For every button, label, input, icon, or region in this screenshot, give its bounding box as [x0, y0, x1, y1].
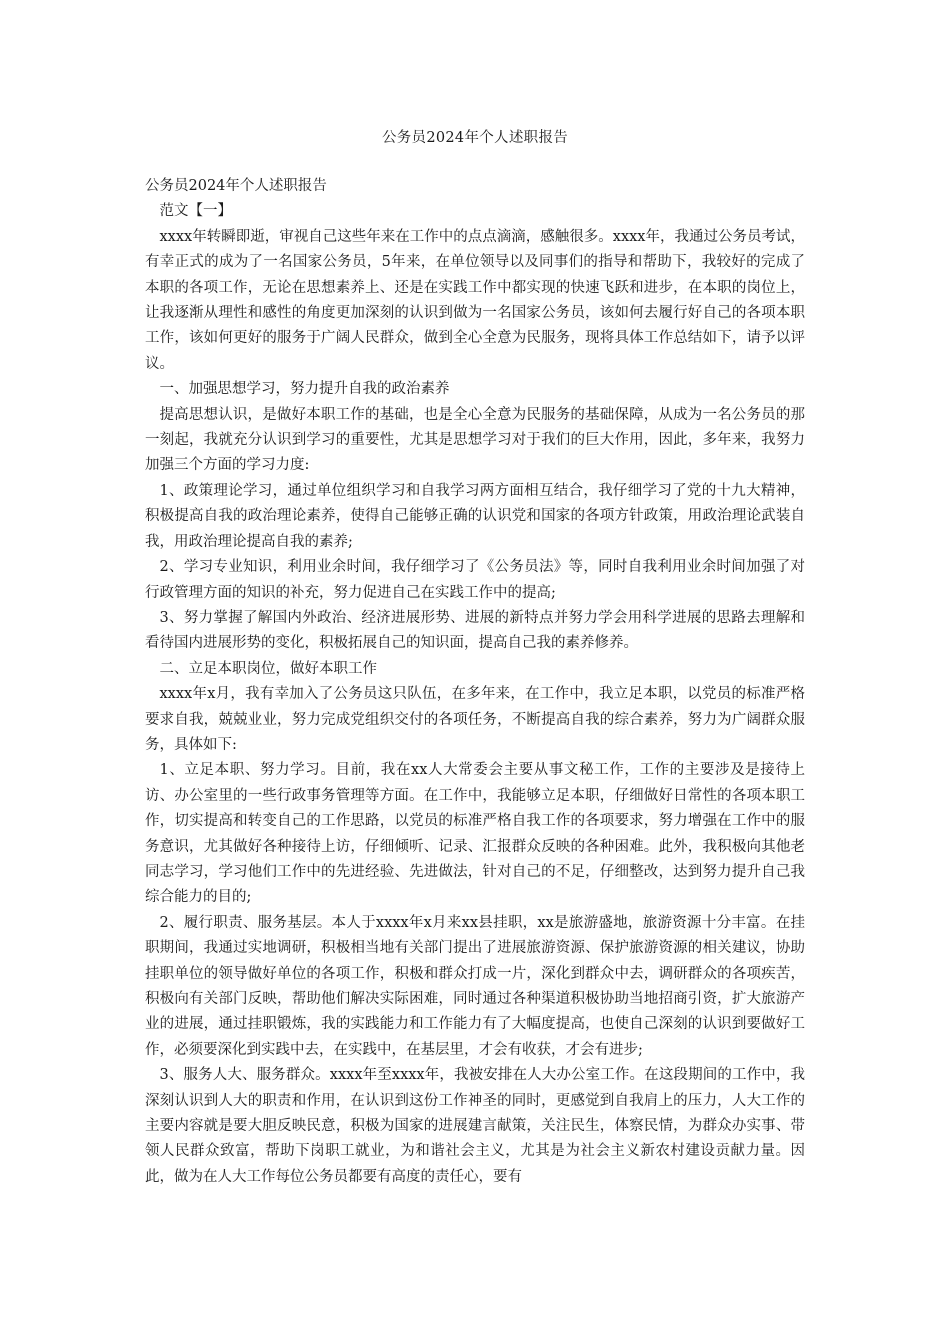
- section-heading-1: 一、加强思想学习，努力提升自我的政治素养: [159, 381, 450, 398]
- document-subtitle: 公务员2024年个人述职报告: [145, 178, 327, 194]
- paragraph-section-2-item-2: 2、履行职责、服务基层。本人于xxxx年x月来xx县挂职，xx是旅游盛地，旅游资源十分丰富。在挂职期间，我通过实地调研，积极相当地有关部门提出了进展旅游资源、保护旅游资源的相关建议，协助挂职单位的领导做好单位的各项工作，积极和群众打成一片，深化到群众中去，调研群众的各项疾苦，积极向有关部门反映，帮助他们解决实际困难，同时通过各种渠道积极协助当地招商引资，扩大旅游产业的进展，通过挂职锻炼，我的实践能力和工作能力有了大幅度提高，也使自己深刻的认识到要做好工作，必须要深化到实践中去，在实践中，在基层里，才会有收获，才会有进步;: [145, 914, 805, 1058]
- paragraph-section-2-item-3: 3、服务人大、服务群众。xxxx年至xxxx年，我被安排在人大办公室工作。在这段期间的工作中，我深刻认识到人大的职责和作用，在认识到这份工作神圣的同时，更感觉到自我肩上的压力，人大工作的主要内容就是要大胆反映民意，积极为国家的进展建言献策，关注民生，体察民情，为群众办实事、带领人民群众致富，帮助下岗职工就业，为和谐社会主义，尤其是为社会主义新农村建设贡献力量。因此，做为在人大工作每位公务员都要有高度的责任心，要有: [145, 1067, 805, 1185]
- document-title: 公务员2024年个人述职报告: [381, 130, 569, 146]
- paragraph-section-1-item-2: 2、学习专业知识，利用业余时间，我仔细学习了《公务员法》等，同时自我利用业余时间加强了对行政管理方面的知识的补充，努力促进自己在实践工作中的提高;: [145, 559, 805, 601]
- paragraph-section-1-item-1: 1、政策理论学习，通过单位组织学习和自我学习两方面相互结合，我仔细学习了党的十九大精神，积极提高自我的政治理论素养，使得自己能够正确的认识党和国家的各项方针政策，用政治理论武装自我，用政治理论提高自我的素养;: [145, 482, 805, 550]
- paragraph-section-2-item-1: 1、立足本职、努力学习。目前，我在xx人大常委会主要从事文秘工作，工作的主要涉及是接待上访、办公室里的一些行政事务管理等方面。在工作中，我能够立足本职，仔细做好日常性的各项本职工作，切实提高和转变自己的工作思路，以党员的标准严格自我工作的各项要求，努力增强在工作中的服务意识，尤其做好各种接待上访，仔细倾听、记录、汇报群众反映的各种困难。此外，我积极向其他老同志学习，学习他们工作中的先进经验、先进做法，针对自己的不足，仔细整改，达到努力提升自己我综合能力的目的;: [145, 762, 805, 906]
- paragraph-section-2-intro: xxxx年x月，我有幸加入了公务员这只队伍，在多年来，在工作中，我立足本职，以党员的标准严格要求自我，兢兢业业，努力完成党组织交付的各项任务，不断提高自我的综合素养，努力为广阔群众服务，具体如下:: [145, 686, 805, 753]
- paragraph-sample-label: 范文【一】: [159, 203, 232, 220]
- paragraph-intro: xxxx年转瞬即逝，审视自己这些年来在工作中的点点滴滴，感触很多。xxxx年，我通过公务员考试，有幸正式的成为了一名国家公务员，5年来，在单位领导以及同事们的指导和帮助下，我较好的完成了本职的各项工作，无论在思想素养上、还是在实践工作中都实现的快速飞跃和进步，在本职的岗位上，让我逐渐从理性和感性的角度更加深刻的认识到做为一名国家公务员，该如何去履行好自己的各项本职工作，该如何更好的服务于广阔人民群众，做到全心全意为民服务，现将具体工作总结如下，请予以评议。: [145, 228, 805, 372]
- section-heading-2: 二、立足本职岗位，做好本职工作: [159, 660, 377, 677]
- document-body: [145, 174, 805, 1190]
- paragraph-section-1-intro: 提高思想认识，是做好本职工作的基础，也是全心全意为民服务的基础保障，从成为一名公务员的那一刻起，我就充分认识到学习的重要性，尤其是思想学习对于我们的巨大作用，因此，多年来，我努力加强三个方面的学习力度:: [145, 406, 805, 474]
- paragraph-section-1-item-3: 3、努力掌握了解国内外政治、经济进展形势、进展的新特点并努力学会用科学进展的思路去理解和看待国内进展形势的变化，积极拓展自己的知识面，提高自己我的素养修养。: [145, 609, 805, 652]
